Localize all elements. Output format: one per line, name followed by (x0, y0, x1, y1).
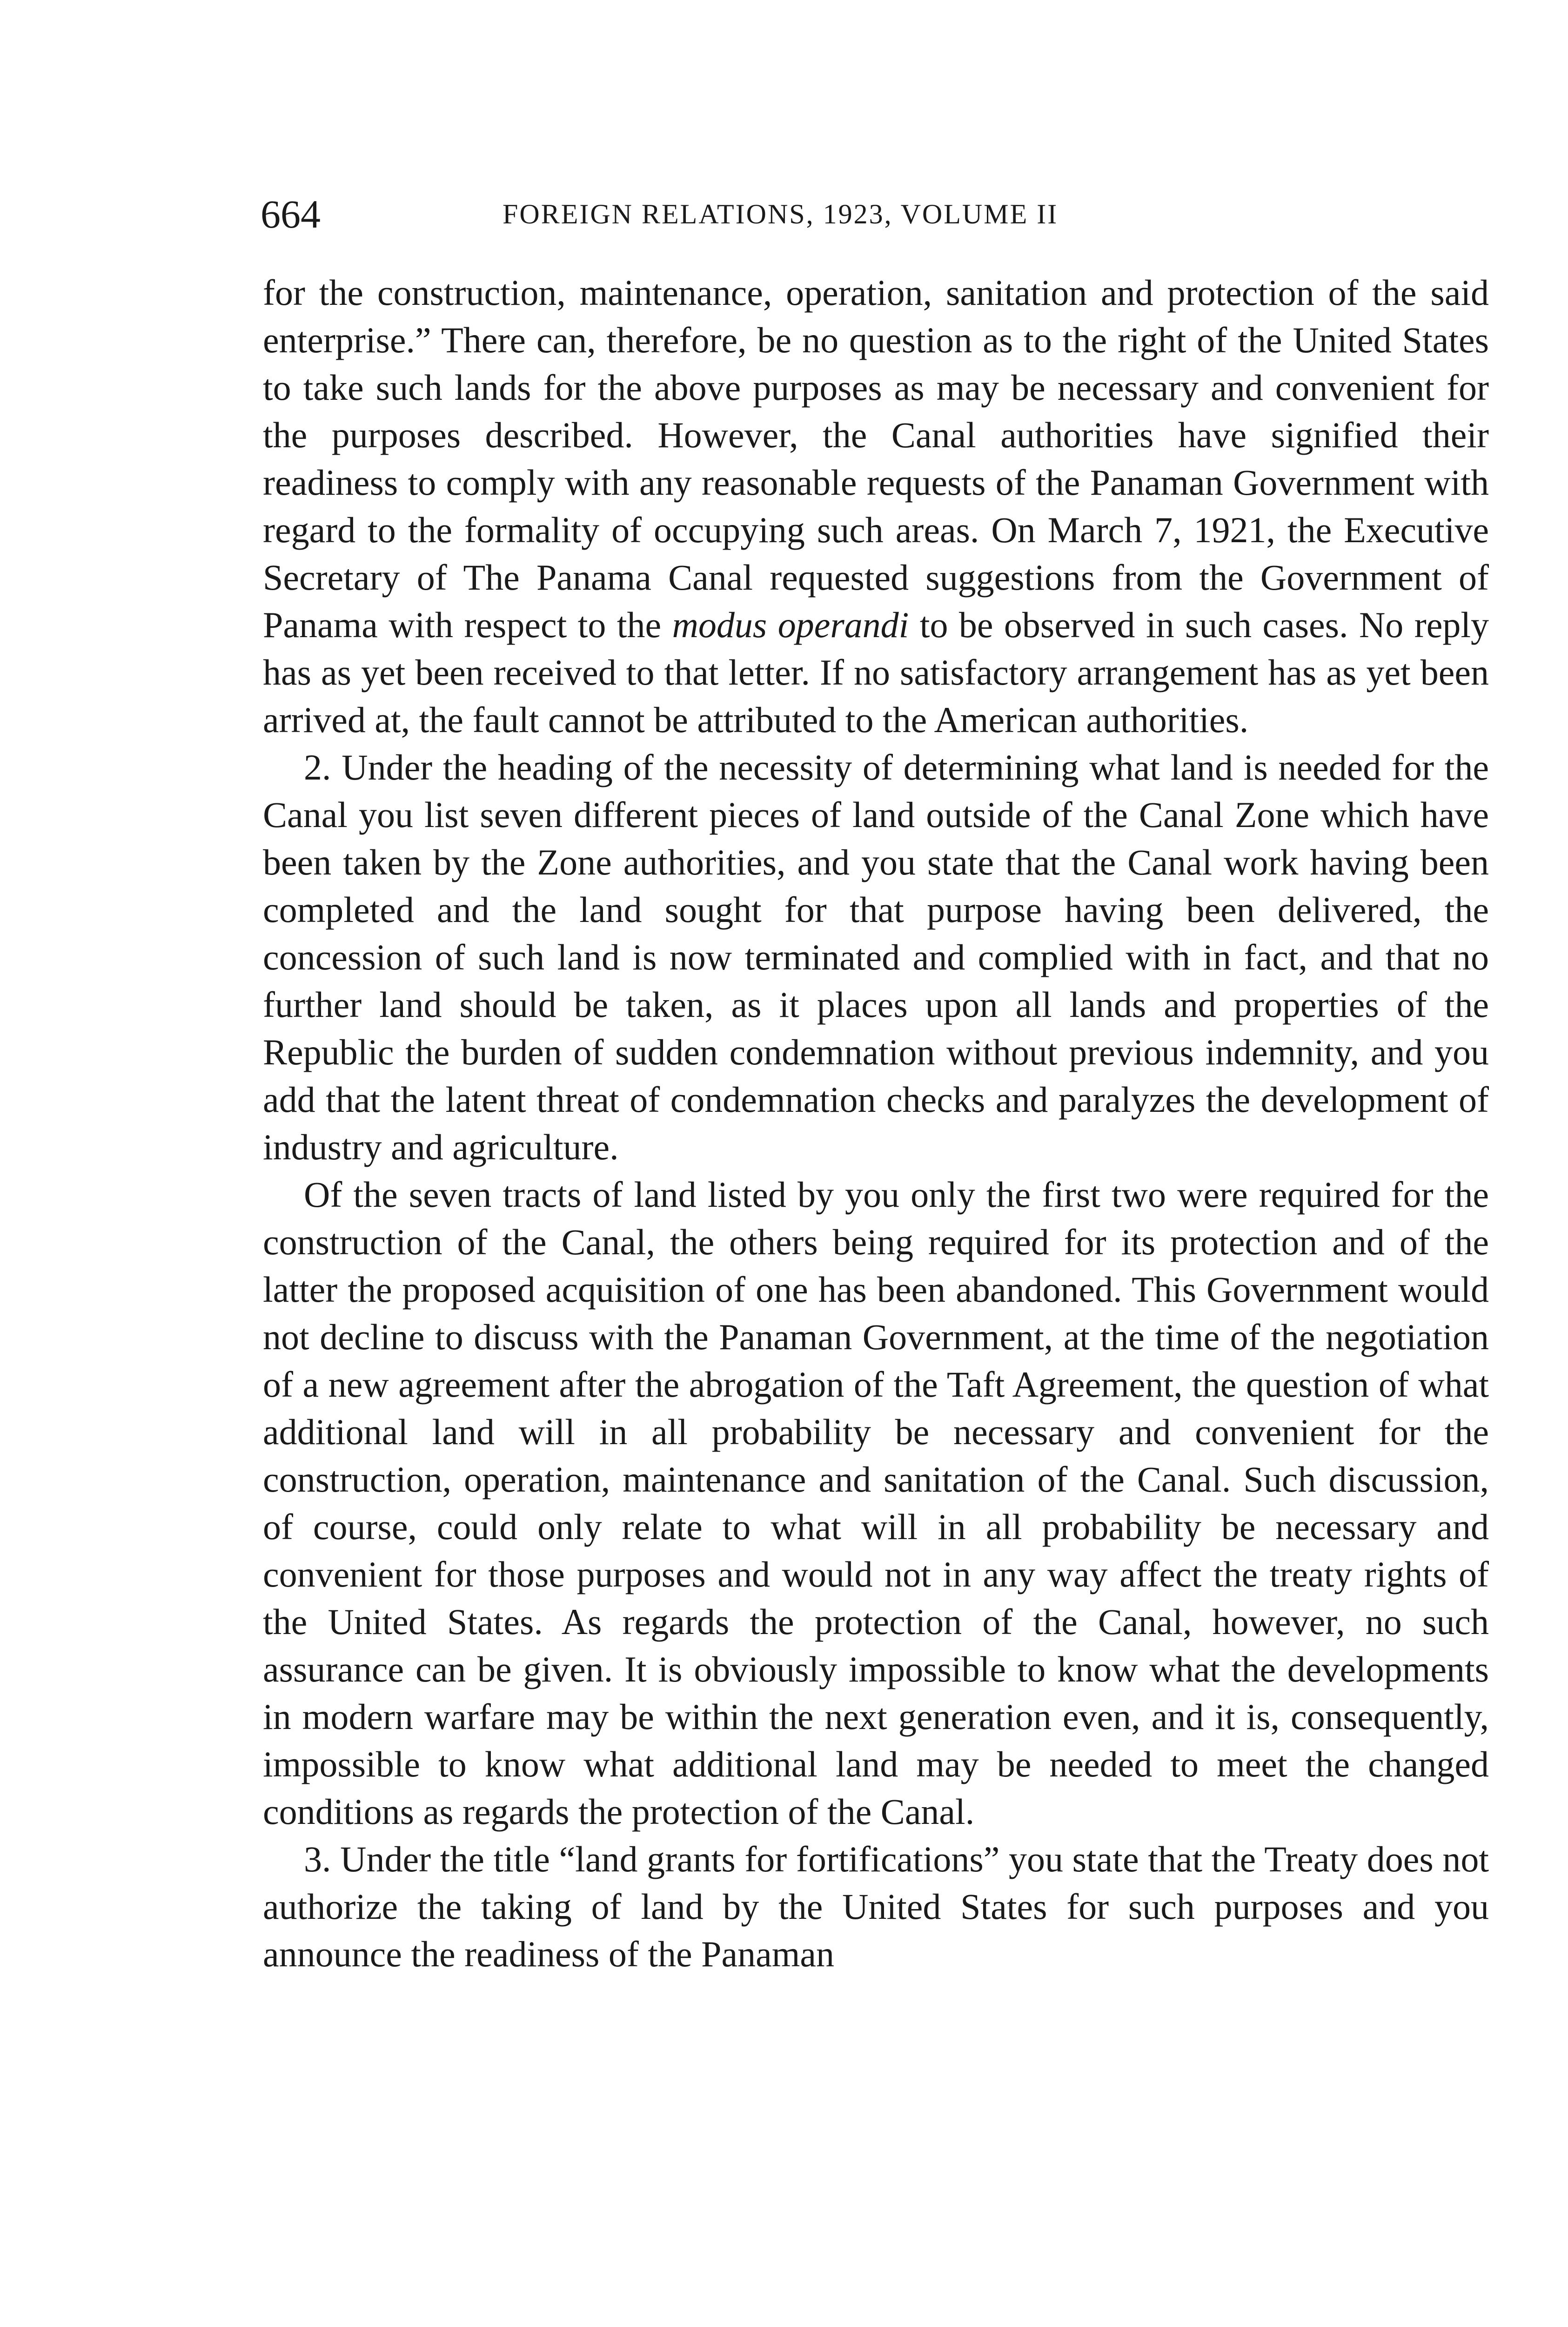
text-segment: to be observed in such cases. No reply has as yet been received to that letter. If no satisfactory arrangement has as yet been arrived at, the fault cannot be attributed to the American authorities. (263, 605, 1489, 740)
paragraph-continuation (263, 269, 1489, 744)
text-segment: for the construction, maintenance, operation, sanitation and protection of the said enterprise.” There can, therefore, be no question as to the right of the United States to take such lands for the above purposes as may be necessary and convenient for the purposes described. However, the Canal authorities have signified their readiness to comply with any reasonable requests of the Panaman Government with regard to the formality of occupying such areas. On March 7, 1921, the Executive Secretary of The Panama Canal requested suggestions from the Government of Panama with respect to the (263, 272, 1489, 645)
text-segment: 2. Under the heading of the necessity of determining what land is needed for the Canal you list seven different pieces of land outside of the Canal Zone which have been taken by the Zone authorities, and you state that the Canal work having been completed and the land sought for that purpose having been delivered, the concession of such land is now terminated and complied with in fact, and that no further land should be taken, as it places upon all lands and properties of the Republic the burden of sudden condemnation without previous indemnity, and you add that the latent threat of condemnation checks and paralyzes the development of industry and agriculture. (263, 747, 1489, 1167)
page-number: 664 (261, 192, 321, 236)
body-text (263, 269, 1489, 1978)
paragraph-section-2 (263, 744, 1489, 1171)
text-segment: 3. Under the title “land grants for fortifications” you state that the Treaty does not authorize the taking of land by the United States for such purposes and you announce the readiness of the Panaman (263, 1839, 1489, 1974)
paragraph-section-3 (263, 1836, 1489, 1978)
italic-text-segment: modus operandi (672, 605, 909, 645)
paragraph-seven-tracts (263, 1171, 1489, 1836)
page-header (261, 188, 1503, 240)
text-segment: Of the seven tracts of land listed by you only the first two were required for the construction of the Canal, the others being required for its protection and of the latter the proposed acquisition of one has been abandoned. This Government would not decline to discuss with the Panaman Government, at the time of the negotiation of a new agreement after the abrogation of the Taft Agreement, the question of what additional land will in all probability be necessary and convenient for the construction, operation, maintenance and sanitation of the Canal. Such discussion, of course, could only relate to what will in all probability be necessary and convenient for those purposes and would not in any way affect the treaty rights of the United States. As regards the protection of the Canal, however, no such assurance can be given. It is obviously impossible to know what the developments in modern warfare may be within the next generation even, and it is, consequently, impossible to know what additional land may be needed to meet the changed conditions as regards the protection of the Canal. (263, 1174, 1489, 1832)
running-head: FOREIGN RELATIONS, 1923, VOLUME II (503, 199, 1059, 229)
